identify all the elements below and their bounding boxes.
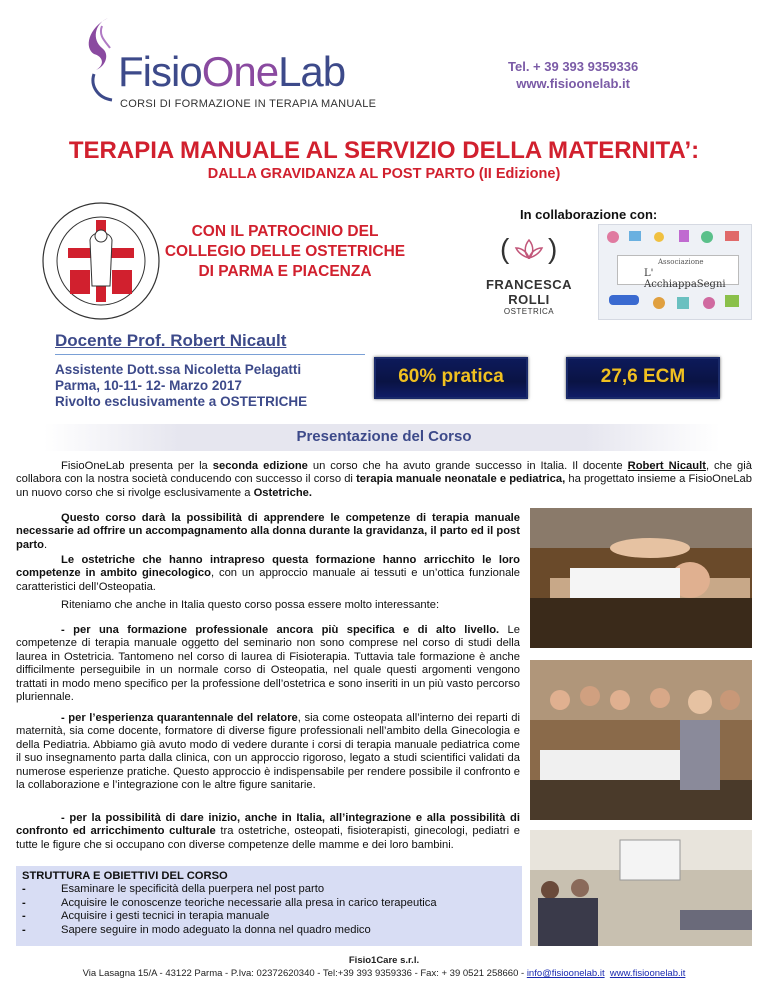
svg-text:): ) (548, 233, 558, 264)
goal-item: - Esaminare le specificità della puerpera nel post parto (22, 883, 437, 896)
audience-line: Rivolto esclusivamente a OSTETRICHE (55, 394, 308, 409)
ecm-badge: 27,6 ECM (566, 357, 720, 399)
patronage-line: DI PARMA E PIACENZA (198, 263, 372, 280)
assoc-name-box (617, 255, 739, 290)
partner-rolli-logo (470, 232, 588, 316)
course-info (55, 362, 307, 410)
paragraph-4: Riteniamo che anche in Italia questo corso possa essere molto interessante: (61, 599, 440, 611)
footer-email-link[interactable]: info@fisioonelab.it (526, 968, 605, 979)
pratica-badge: 60% pratica (374, 357, 528, 399)
assoc-line1: Associazione (658, 258, 704, 266)
assistant-line: Assistente Dott.ssa Nicoletta Pelagatti (55, 362, 302, 377)
logo-subtitle: CORSI DI FORMAZIONE IN TERAPIA MANUALE (120, 98, 377, 110)
phone-number: Tel. + 39 393 9359336 (508, 59, 639, 74)
contact-block (508, 58, 638, 92)
lotus-icon (494, 232, 564, 266)
patronage-line: CON IL PATROCINIO DEL (191, 223, 379, 240)
paragraph-7: - per la possibilità di dare inizio, anche in Italia, all’integrazione e alla possibilità di confronto ed arricchimento culturale tra ostetriche, osteopati, fisioterapisti, ginecologi, pediatri e tutte le figure che si occupano con diverse competenze delle mamme e dei loro bambini. (16, 812, 520, 851)
partner-assoc-logo (598, 224, 752, 320)
page-title: TERAPIA MANUALE AL SERVIZIO DELLA MATERNITA’: (68, 137, 700, 164)
footer-website-link[interactable]: www.fisioonelab.it (609, 968, 686, 979)
section-title: Presentazione del Corso (296, 428, 472, 445)
collegio-seal-icon (40, 200, 162, 322)
patronage-line: COLLEGIO DELLE OSTETRICHE (164, 243, 406, 260)
logo-wordmark: FisioOneLab (118, 48, 346, 95)
goal-item: - Acquisire i gesti tecnici in terapia manuale (22, 910, 437, 923)
goal-item: - Sapere seguire in modo adeguato la donna nel quadro medico (22, 924, 437, 937)
photo-class-demo (530, 660, 752, 820)
goals-content (22, 870, 437, 937)
paragraph-5: - per una formazione professionale ancora più specifica e di alto livello. Le competenze di terapia manuale oggetto del seminario non sono comprese nel corso di studi della laurea in Ostetricia. Tantomeno nel corso di laurea di Fisioterapia. Tuttavia tale formazione è anche difficilmente perseguibile in un normale corso di Osteopatia, nel quale questi argomenti vengono trattati in modo meno specifico per la professione dell’ostetrica e sono inseriti in un più vasto percorso pluriennale. (16, 624, 520, 704)
docente-heading: Docente Prof. Robert Nicault (55, 331, 287, 350)
goals-list (22, 883, 437, 937)
footer-company: Fisio1Care s.r.l. (348, 955, 420, 966)
paragraph-2: Questo corso darà la possibilità di apprendere le competenze di terapia manuale necessarie ad offrire un accompagnamento alla donna durante la gravidanza, il parto ed il post parto. (16, 512, 520, 551)
photo-classroom (530, 830, 752, 946)
goal-item: - Acquisire le conoscenze teoriche necessarie alla presa in carico terapeutica (22, 897, 437, 910)
date-line: Parma, 10-11- 12- Marzo 2017 (55, 378, 242, 393)
partner-rolli-role: OSTETRICA (503, 307, 555, 316)
collaboration-label: In collaborazione con: (520, 207, 658, 222)
footer (0, 954, 768, 980)
paragraph-6: - per l’esperienza quarantennale del relatore, sia come osteopata all’interno dei reparti di maternità, sia come docente, formatore di diverse figure professionali nell’ambito della Ginecologia e della Pediatria. Abbiamo già avuto modo di vedere durante i corsi di terapia manuale pediatrica come il suo insegnamento parta dalla clinica, con un approccio rigoroso, legato a studi scientifici validati da numerose esperienze pratiche. Questo approccio è indispensabile per rendere possibile il confronto e la collaborazione e l’integrazione con le altre figure sanitarie. (16, 712, 520, 792)
header-website-link[interactable]: www.fisioonelab.it (516, 76, 630, 91)
divider (55, 354, 365, 355)
footer-address: Via Lasagna 15/A - 43122 Parma - P.Iva: 02372620340 - Tel:+39 393 9359336 - Fax: + 39 0521 258660 - (82, 968, 527, 979)
paragraph-3: Le ostetriche che hanno intrapreso questa formazione hanno arricchito le loro competenze in ambito ginecologico, con un approccio manuale ai tessuti e un’ottica funzionale caratteristici dell’Osteopatia. (16, 554, 520, 593)
intro-paragraph: FisioOneLab presenta per la seconda edizione un corso che ha avuto grande successo in Italia. Il docente Robert Nicault, che già collabora con la nostra società conducendo con successo il corso di terapia manuale neonatale e pediatrica, ha progettato insieme a FisioOneLab un nuovo corso che si rivolge esclusivamente a Ostetriche. (16, 460, 752, 499)
patronage-text (160, 222, 410, 282)
photo-treatment (530, 508, 752, 648)
assoc-line2: L' AcchiappaSegni (644, 268, 726, 290)
partner-rolli-name: FRANCESCA ROLLI (485, 277, 573, 307)
page-subtitle: DALLA GRAVIDANZA AL POST PARTO (II Edizione) (207, 166, 561, 182)
footer-contact (0, 967, 768, 980)
goals-title: STRUTTURA E OBIETTIVI DEL CORSO (22, 870, 228, 882)
svg-text:(: ( (500, 233, 510, 264)
